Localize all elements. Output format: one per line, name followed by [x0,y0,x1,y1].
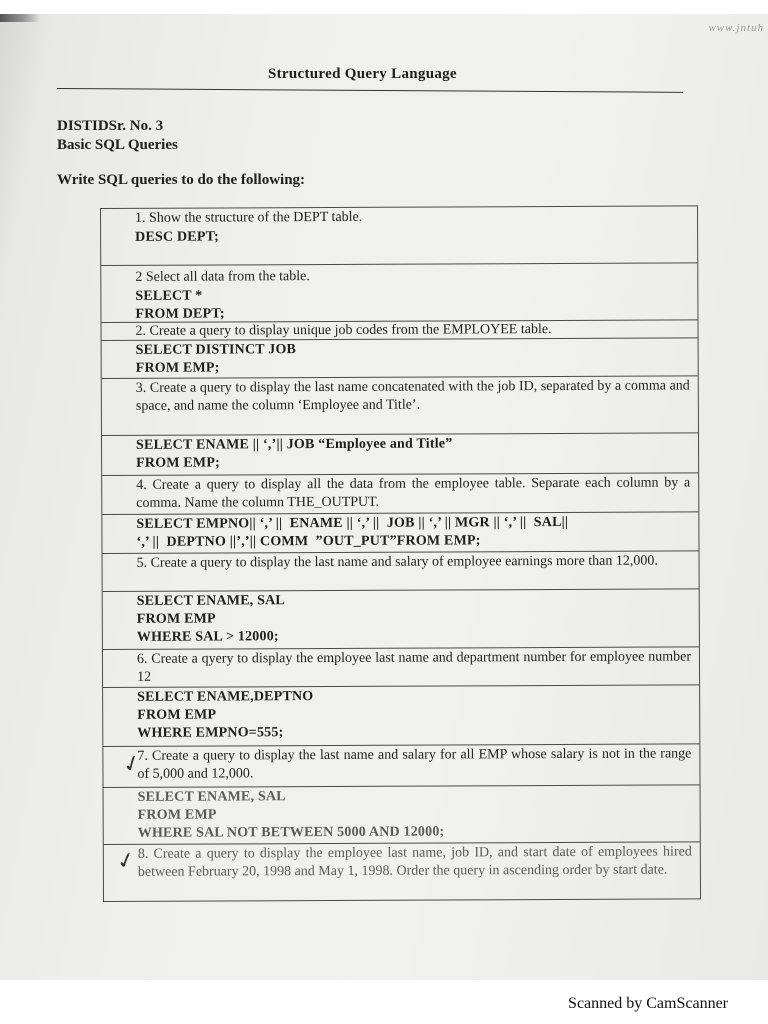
sql-answer: SELECT ENAME, SAL FROM EMP WHERE SAL > 12000; [136,593,285,645]
checkmark-icon: ✓ [114,847,139,876]
sql-answer: SELECT EMPNO|| ‘,’ || ENAME || ‘,’ || JOB || ‘,’ || MGR || ‘,’ || SAL|| ‘,’ || DEPTNO ||’,’|| COMM ”OUT_PUT”FROM EMP; [136,514,569,550]
sql-answer: SELECT ENAME,DEPTNO FROM EMP WHERE EMPNO=555; [137,689,314,741]
scanned-page [0,14,768,980]
table-row [101,262,697,322]
answer-row [103,588,699,649]
question-text: 2. Create a query to display unique job codes from the EMPLOYEE table. [135,322,552,339]
question-row [104,841,700,901]
serial-number: DISTIDSr. No. 3 [57,118,164,134]
query-table [100,205,701,902]
scanner-footer: Scanned by CamScanner [568,995,728,1012]
question-row [102,375,698,435]
answer-row [103,684,699,746]
sql-answer: DESC DEPT; [135,229,219,245]
section-title: Basic SQL Queries [57,137,178,153]
question-text: 8. Create a query to display the employee last name, job ID, and start date of employees hired between February 20, 1998 and May 1, 1998. Order the query in ascending order by start date. [137,844,692,880]
instruction-heading: Write SQL queries to do the following: [57,172,306,188]
question-row [103,743,699,787]
document-title: Structured Query Language [268,66,457,82]
question-row [102,472,698,514]
answer-row [102,511,698,553]
question-text: 7. Create a query to display the last name and salary for all EMP whose salary is not in the range of 5,000 and 12,000. [137,746,692,782]
sql-answer: SELECT * FROM DEPT; [135,288,225,322]
document-meta [57,117,178,155]
answer-row [102,432,698,475]
question-text: 6. Create a qyery to display the employee last name and department number for employee number 12 [136,649,691,685]
question-text: 3. Create a query to display the last name concatenated with the job ID, separated by a comma and space, and name the column ‘Employee and Title’. [135,378,690,414]
question-row [103,646,699,687]
checkmark-icon: ✓ [119,749,146,780]
question-row [103,550,699,591]
scan-edge-mark [0,14,40,22]
question-text: 4. Create a query to display all the data from the employee table. Separate each column by a comma. Name the column THE_OUTPUT. [136,475,691,511]
question-text: 1. Show the structure of the DEPT table. [135,209,363,226]
question-text: 5. Create a query to display the last name and salary of employee earnings more than 12,000. [136,553,658,571]
sql-answer: SELECT ENAME, SAL FROM EMP WHERE SAL NOT BETWEEN 5000 AND 12000; [137,789,445,841]
answer-row [102,337,698,378]
sql-answer: SELECT DISTINCT JOB FROM EMP; [135,342,297,376]
sql-answer: SELECT ENAME || ‘,’|| JOB “Employee and Title” FROM EMP; [136,436,453,471]
question-text: 2 Select all data from the table. [135,269,310,285]
header-rule [57,88,683,93]
answer-row [104,784,700,844]
watermark: www.jntuh [708,22,764,34]
table-row [101,205,697,265]
